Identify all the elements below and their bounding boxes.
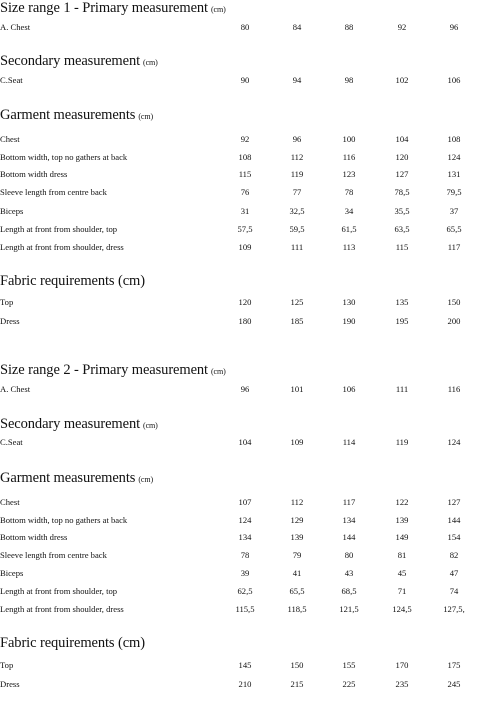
table-cell: 185: [290, 316, 304, 326]
table-row: [0, 549, 479, 561]
table-row: [0, 241, 479, 253]
table-cell: 154: [447, 532, 461, 542]
row-label: Top: [0, 297, 14, 307]
range1-primary-row-chest: [0, 21, 479, 33]
row-label: C.Seat: [0, 75, 23, 85]
row-label: Bottom width dress: [0, 169, 68, 179]
table-cell: 59,5: [289, 224, 305, 234]
table-row: [0, 186, 479, 198]
table-cell: 79,5: [446, 187, 462, 197]
range2-fabric-heading: [0, 635, 145, 651]
table-cell: 106: [447, 75, 461, 85]
table-cell: 61,5: [341, 224, 357, 234]
table-cell: 79: [292, 550, 302, 560]
range2-primary-title: Size range 2 - Primary measurement: [0, 362, 208, 378]
table-cell: 39: [240, 568, 250, 578]
row-label: Dress: [0, 679, 20, 689]
table-row: [0, 315, 479, 327]
table-cell: 125: [290, 297, 304, 307]
row-label: Top: [0, 660, 14, 670]
table-cell: 84: [292, 22, 302, 32]
table-cell: 116: [447, 384, 461, 394]
table-cell: 74: [449, 586, 459, 596]
row-label: C.Seat: [0, 437, 23, 447]
range2-fabric-title: Fabric requirements (cm): [0, 635, 145, 651]
table-cell: 62,5: [237, 586, 253, 596]
row-label: Chest: [0, 497, 20, 507]
table-cell: 119: [290, 169, 304, 179]
table-cell: 124: [447, 152, 461, 162]
row-label: Sleeve length from centre back: [0, 187, 107, 197]
table-cell: 106: [342, 384, 356, 394]
table-cell: 170: [395, 660, 409, 670]
range1-primary-title: Size range 1 - Primary measurement: [0, 0, 208, 16]
table-cell: 41: [292, 568, 302, 578]
table-cell: 100: [342, 134, 356, 144]
table-cell: 115: [238, 169, 252, 179]
table-cell: 139: [395, 515, 409, 525]
table-cell: 175: [447, 660, 461, 670]
range2-garment-heading: [0, 470, 153, 488]
table-row: [0, 296, 479, 308]
table-cell: 115: [395, 242, 409, 252]
range1-garment-heading: [0, 107, 153, 125]
table-cell: 90: [240, 75, 250, 85]
table-cell: 35,5: [394, 206, 410, 216]
table-row: [0, 531, 479, 543]
table-cell: 96: [449, 22, 459, 32]
table-row: [0, 496, 479, 508]
table-cell: 149: [395, 532, 409, 542]
table-cell: 180: [238, 316, 252, 326]
row-label: Sleeve length from centre back: [0, 550, 107, 560]
row-label: Length at front from shoulder, top: [0, 586, 118, 596]
table-cell: 107: [238, 497, 252, 507]
row-label: Biceps: [0, 206, 24, 216]
range2-secondary-title: Secondary measurement: [0, 416, 141, 432]
table-cell: 124,5: [392, 604, 412, 614]
table-cell: 123: [342, 169, 356, 179]
table-cell: 210: [238, 679, 252, 689]
table-cell: 115,5: [235, 604, 255, 614]
table-cell: 96: [292, 134, 302, 144]
range2-secondary-row-seat: [0, 436, 479, 448]
table-cell: 127: [447, 497, 461, 507]
table-cell: 92: [240, 134, 250, 144]
row-label: A. Chest: [0, 22, 31, 32]
table-cell: 117: [342, 497, 356, 507]
table-cell: 80: [344, 550, 354, 560]
table-cell: 225: [342, 679, 356, 689]
table-cell: 117: [447, 242, 461, 252]
table-cell: 101: [290, 384, 304, 394]
row-label: Length at front from shoulder, dress: [0, 604, 124, 614]
row-label: Bottom width, top no gathers at back: [0, 515, 128, 525]
range1-garment-title: Garment measurements: [0, 107, 136, 123]
table-cell: 47: [449, 568, 459, 578]
table-row: [0, 514, 479, 526]
table-cell: 65,5: [446, 224, 462, 234]
table-row: [0, 567, 479, 579]
table-cell: 57,5: [237, 224, 253, 234]
table-cell: 104: [238, 437, 252, 447]
table-cell: 45: [397, 568, 407, 578]
table-cell: 113: [342, 242, 356, 252]
table-cell: 68,5: [341, 586, 357, 596]
table-cell: 78: [344, 187, 354, 197]
table-row: [0, 678, 479, 690]
table-cell: 82: [449, 550, 459, 560]
range1-fabric-title: Fabric requirements (cm): [0, 273, 145, 289]
row-label: A. Chest: [0, 384, 31, 394]
table-cell: 88: [344, 22, 354, 32]
table-row: [0, 168, 479, 180]
table-cell: 78,5: [394, 187, 410, 197]
table-cell: 150: [447, 297, 461, 307]
range1-fabric-heading: [0, 273, 145, 289]
table-cell: 121,5: [339, 604, 359, 614]
table-cell: 135: [395, 297, 409, 307]
table-cell: 108: [238, 152, 252, 162]
table-row: [0, 133, 479, 145]
table-cell: 120: [395, 152, 409, 162]
table-row: [0, 585, 479, 597]
row-label: Bottom width dress: [0, 532, 68, 542]
table-cell: 144: [447, 515, 461, 525]
table-cell: 130: [342, 297, 356, 307]
table-cell: 145: [238, 660, 252, 670]
table-cell: 81: [397, 550, 407, 560]
range2-secondary-heading: [0, 416, 158, 434]
table-row: [0, 205, 479, 217]
table-cell: 134: [342, 515, 356, 525]
table-cell: 134: [238, 532, 252, 542]
table-cell: 112: [290, 152, 304, 162]
table-cell: 112: [290, 497, 304, 507]
range2-primary-row-chest: [0, 383, 479, 395]
table-cell: 215: [290, 679, 304, 689]
table-cell: 116: [342, 152, 356, 162]
table-cell: 98: [344, 75, 354, 85]
table-cell: 80: [240, 22, 250, 32]
range1-secondary-title: Secondary measurement: [0, 53, 141, 69]
table-cell: 108: [447, 134, 461, 144]
table-cell: 92: [397, 22, 407, 32]
table-cell: 109: [290, 437, 304, 447]
row-label: Bottom width, top no gathers at back: [0, 152, 128, 162]
table-row: [0, 659, 479, 671]
table-cell: 124: [238, 515, 252, 525]
table-cell: 235: [395, 679, 409, 689]
row-label: Dress: [0, 316, 20, 326]
range1-secondary-heading: [0, 53, 158, 71]
table-cell: 104: [395, 134, 409, 144]
table-row: [0, 223, 479, 235]
row-label: Length at front from shoulder, top: [0, 224, 118, 234]
range1-garment-unit: (cm): [138, 112, 154, 121]
table-row: [0, 603, 479, 615]
table-cell: 139: [290, 532, 304, 542]
range2-primary-heading: [0, 362, 226, 380]
table-cell: 63,5: [394, 224, 410, 234]
table-cell: 195: [395, 316, 409, 326]
table-cell: 127: [395, 169, 409, 179]
table-cell: 131: [447, 169, 461, 179]
row-label: Chest: [0, 134, 20, 144]
table-cell: 31: [240, 206, 250, 216]
table-cell: 129: [290, 515, 304, 525]
range2-secondary-unit: (cm): [143, 421, 158, 430]
range1-primary-heading: [0, 0, 226, 18]
table-cell: 144: [342, 532, 356, 542]
table-cell: 124: [447, 437, 461, 447]
table-cell: 155: [342, 660, 356, 670]
table-cell: 76: [240, 187, 250, 197]
row-label: Length at front from shoulder, dress: [0, 242, 124, 252]
range2-garment-title: Garment measurements: [0, 470, 136, 486]
table-cell: 34: [344, 206, 354, 216]
range2-primary-unit: (cm): [210, 367, 226, 376]
table-cell: 96: [240, 384, 250, 394]
table-cell: 200: [447, 316, 461, 326]
table-cell: 118,5: [287, 604, 307, 614]
table-cell: 190: [342, 316, 356, 326]
table-cell: 109: [238, 242, 252, 252]
table-cell: 37: [449, 206, 459, 216]
table-cell: 32,5: [289, 206, 305, 216]
table-cell: 78: [240, 550, 250, 560]
range1-secondary-row-seat: [0, 74, 479, 86]
range1-secondary-unit: (cm): [143, 58, 158, 67]
range1-primary-unit: (cm): [210, 5, 226, 14]
range2-garment-unit: (cm): [138, 475, 154, 484]
table-cell: 150: [290, 660, 304, 670]
table-cell: 65,5: [289, 586, 305, 596]
table-cell: 94: [292, 75, 302, 85]
table-cell: 127,5,: [443, 604, 465, 614]
table-cell: 120: [238, 297, 252, 307]
table-cell: 77: [292, 187, 302, 197]
table-cell: 71: [397, 586, 407, 596]
table-cell: 102: [395, 75, 409, 85]
table-cell: 245: [447, 679, 461, 689]
table-cell: 111: [290, 242, 304, 252]
row-label: Biceps: [0, 568, 24, 578]
table-row: [0, 151, 479, 163]
table-cell: 111: [395, 384, 409, 394]
table-cell: 114: [342, 437, 356, 447]
table-cell: 122: [395, 497, 409, 507]
table-cell: 43: [344, 568, 354, 578]
table-cell: 119: [395, 437, 409, 447]
